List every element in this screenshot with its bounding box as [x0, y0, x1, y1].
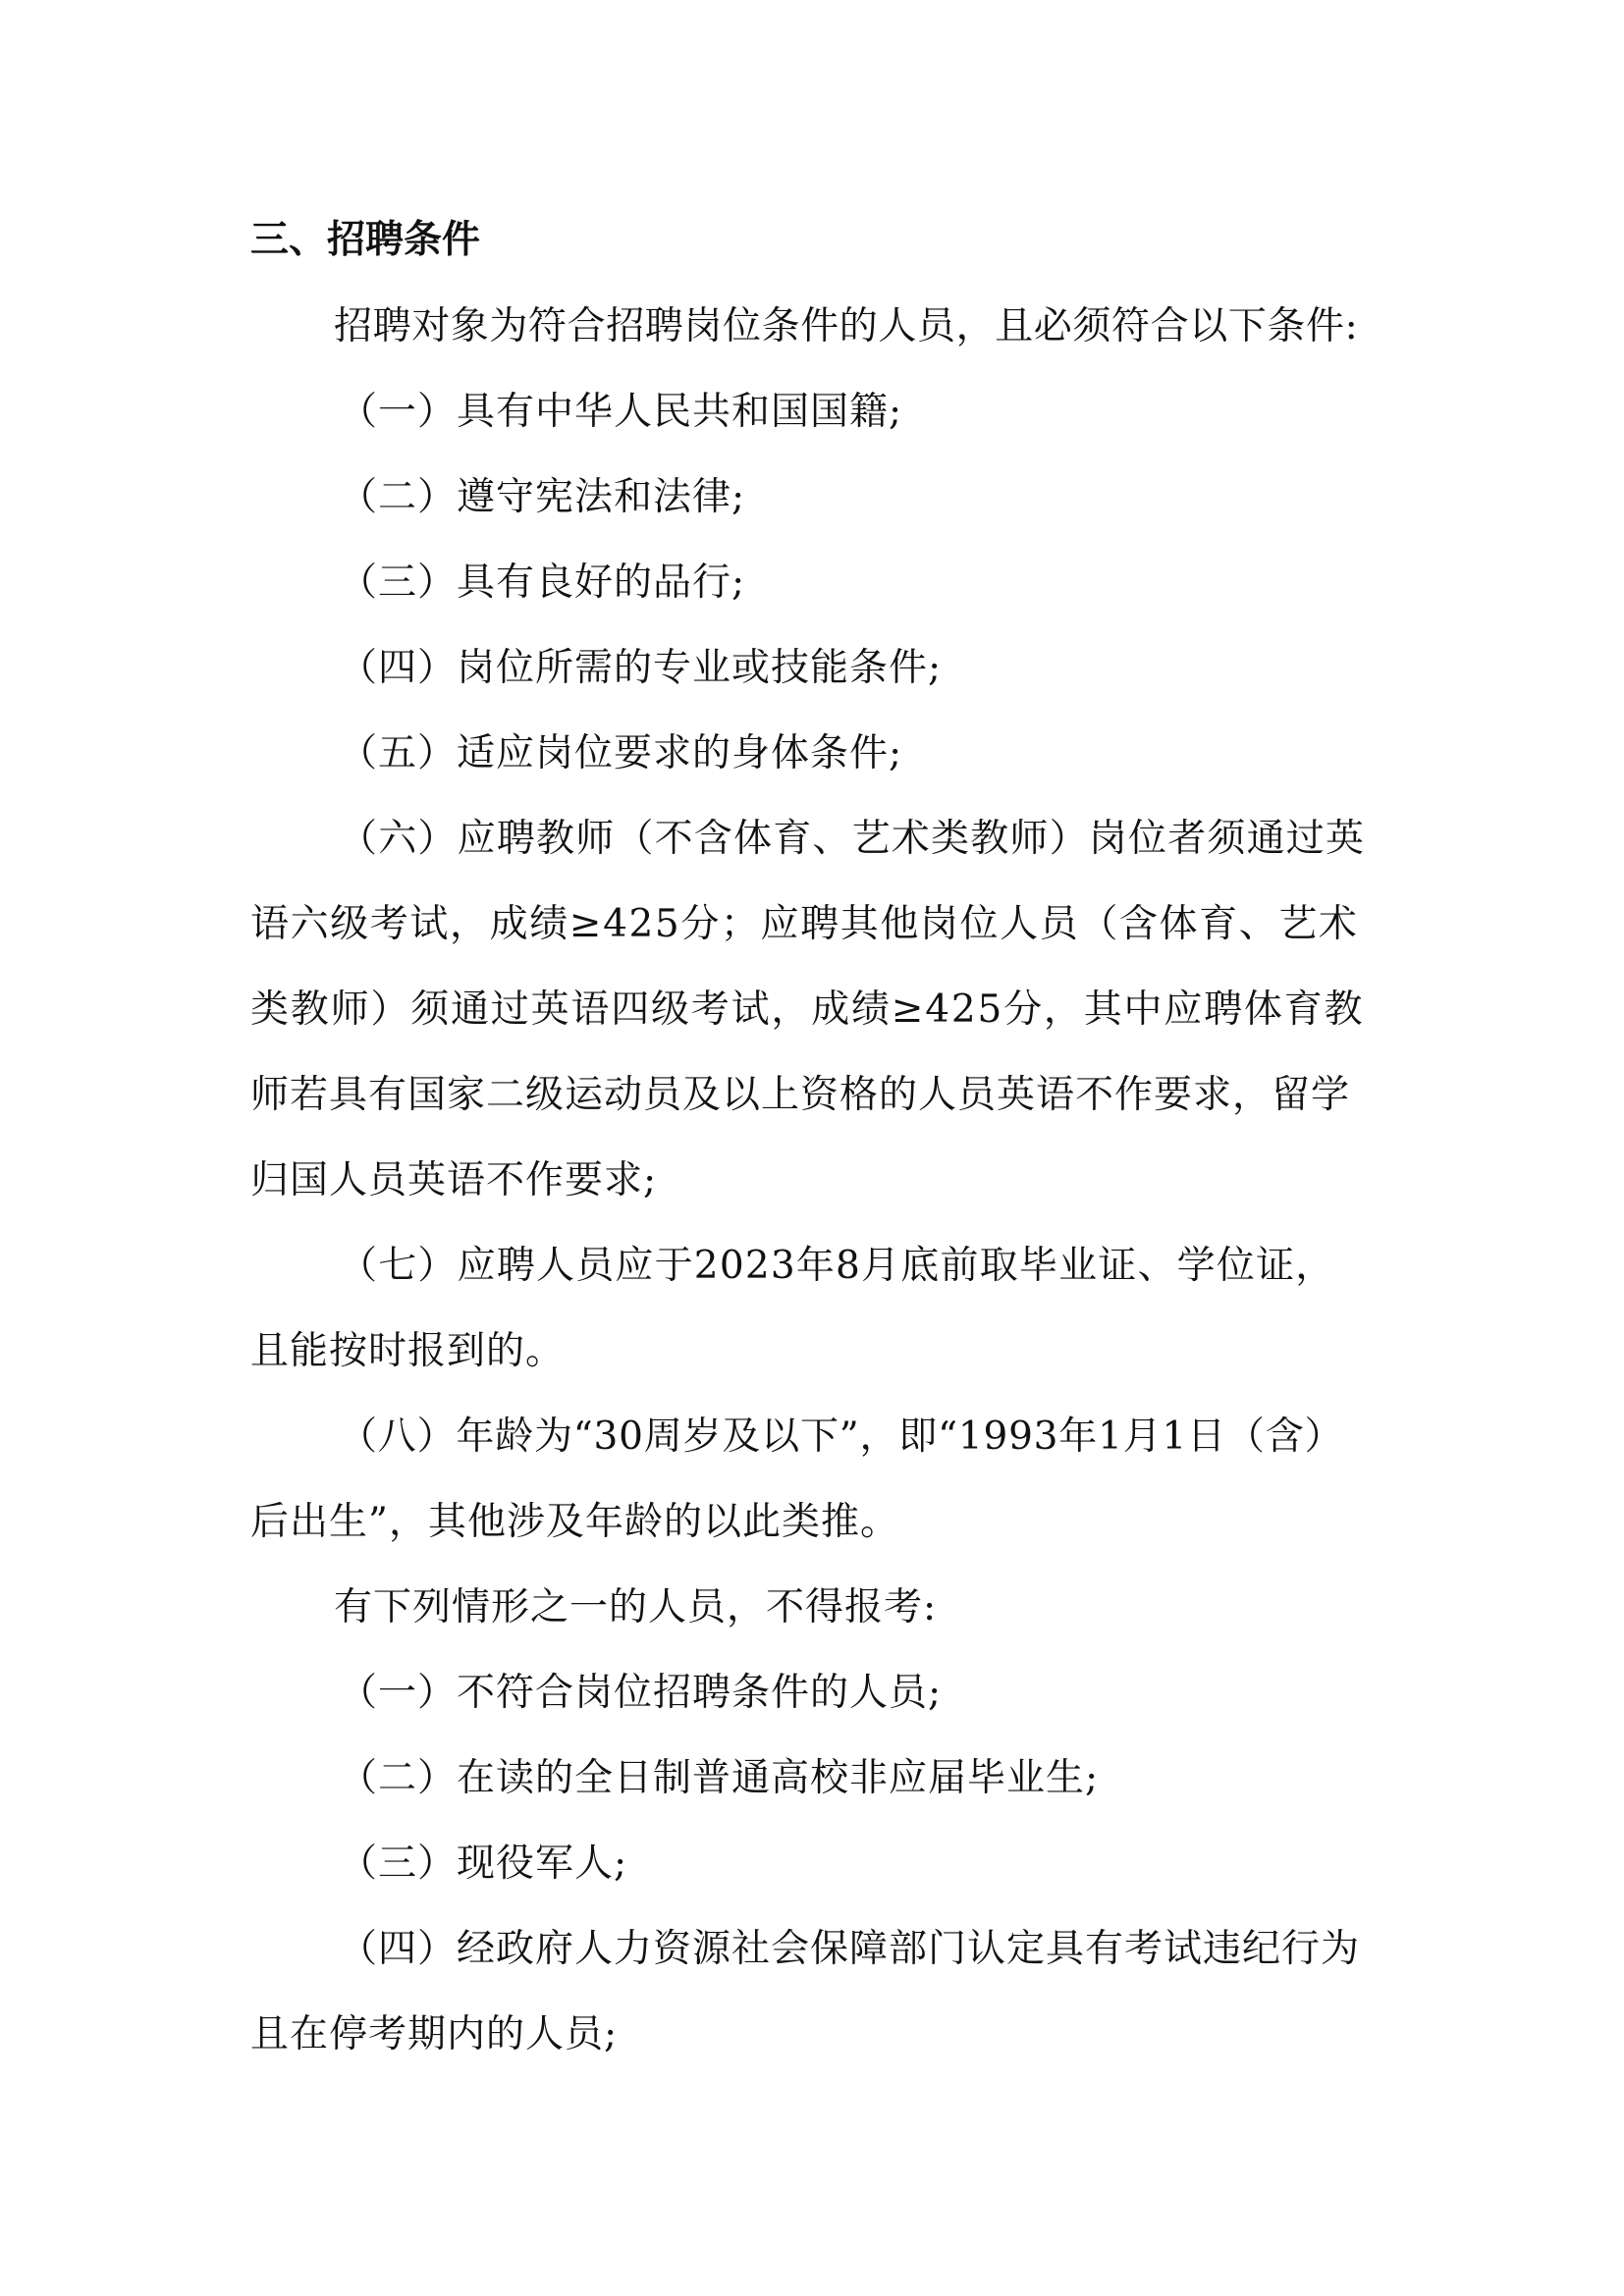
condition-8-line: （八）年龄为“30周岁及以下”，即“1993年1月1日（含）	[339, 1415, 1344, 1459]
exclusion-2: （二）在读的全日制普通高校非应届毕业生;	[339, 1756, 1100, 1800]
exclusion-4-line: （四）经政府人力资源社会保障部门认定具有考试违纪行为	[339, 1927, 1361, 1971]
condition-8-line: 后出生”，其他涉及年龄的以此类推。	[250, 1500, 899, 1544]
condition-6-line: 师若具有国家二级运动员及以上资格的人员英语不作要求，留学	[250, 1073, 1351, 1117]
condition-2: （二）遵守宪法和法律;	[339, 475, 746, 519]
condition-6-line: 类教师）须通过英语四级考试，成绩≥425分，其中应聘体育教	[250, 988, 1365, 1032]
condition-7-line: （七）应聘人员应于2023年8月底前取毕业证、学位证，	[339, 1244, 1335, 1288]
condition-6-line: 归国人员英语不作要求;	[250, 1158, 658, 1202]
exclusion-3: （三）现役军人;	[339, 1842, 628, 1886]
intro-paragraph: 招聘对象为符合招聘岗位条件的人员，且必须符合以下条件:	[334, 304, 1359, 348]
condition-6-line: （六）应聘教师（不含体育、艺术类教师）岗位者须通过英	[339, 817, 1366, 861]
condition-7-line: 且能按时报到的。	[250, 1329, 566, 1373]
condition-3: （三）具有良好的品行;	[339, 561, 746, 605]
exclusion-1: （一）不符合岗位招聘条件的人员;	[339, 1671, 943, 1715]
condition-5: （五）适应岗位要求的身体条件;	[339, 731, 903, 775]
condition-1: （一）具有中华人民共和国国籍;	[339, 390, 903, 434]
section-heading: 三、招聘条件	[250, 218, 481, 262]
exclusion-4-line: 且在停考期内的人员;	[250, 2012, 619, 2056]
condition-6-line: 语六级考试，成绩≥425分；应聘其他岗位人员（含体育、艺术	[250, 902, 1359, 946]
condition-4: （四）岗位所需的专业或技能条件;	[339, 646, 943, 690]
exclusion-intro: 有下列情形之一的人员，不得报考:	[334, 1585, 938, 1629]
